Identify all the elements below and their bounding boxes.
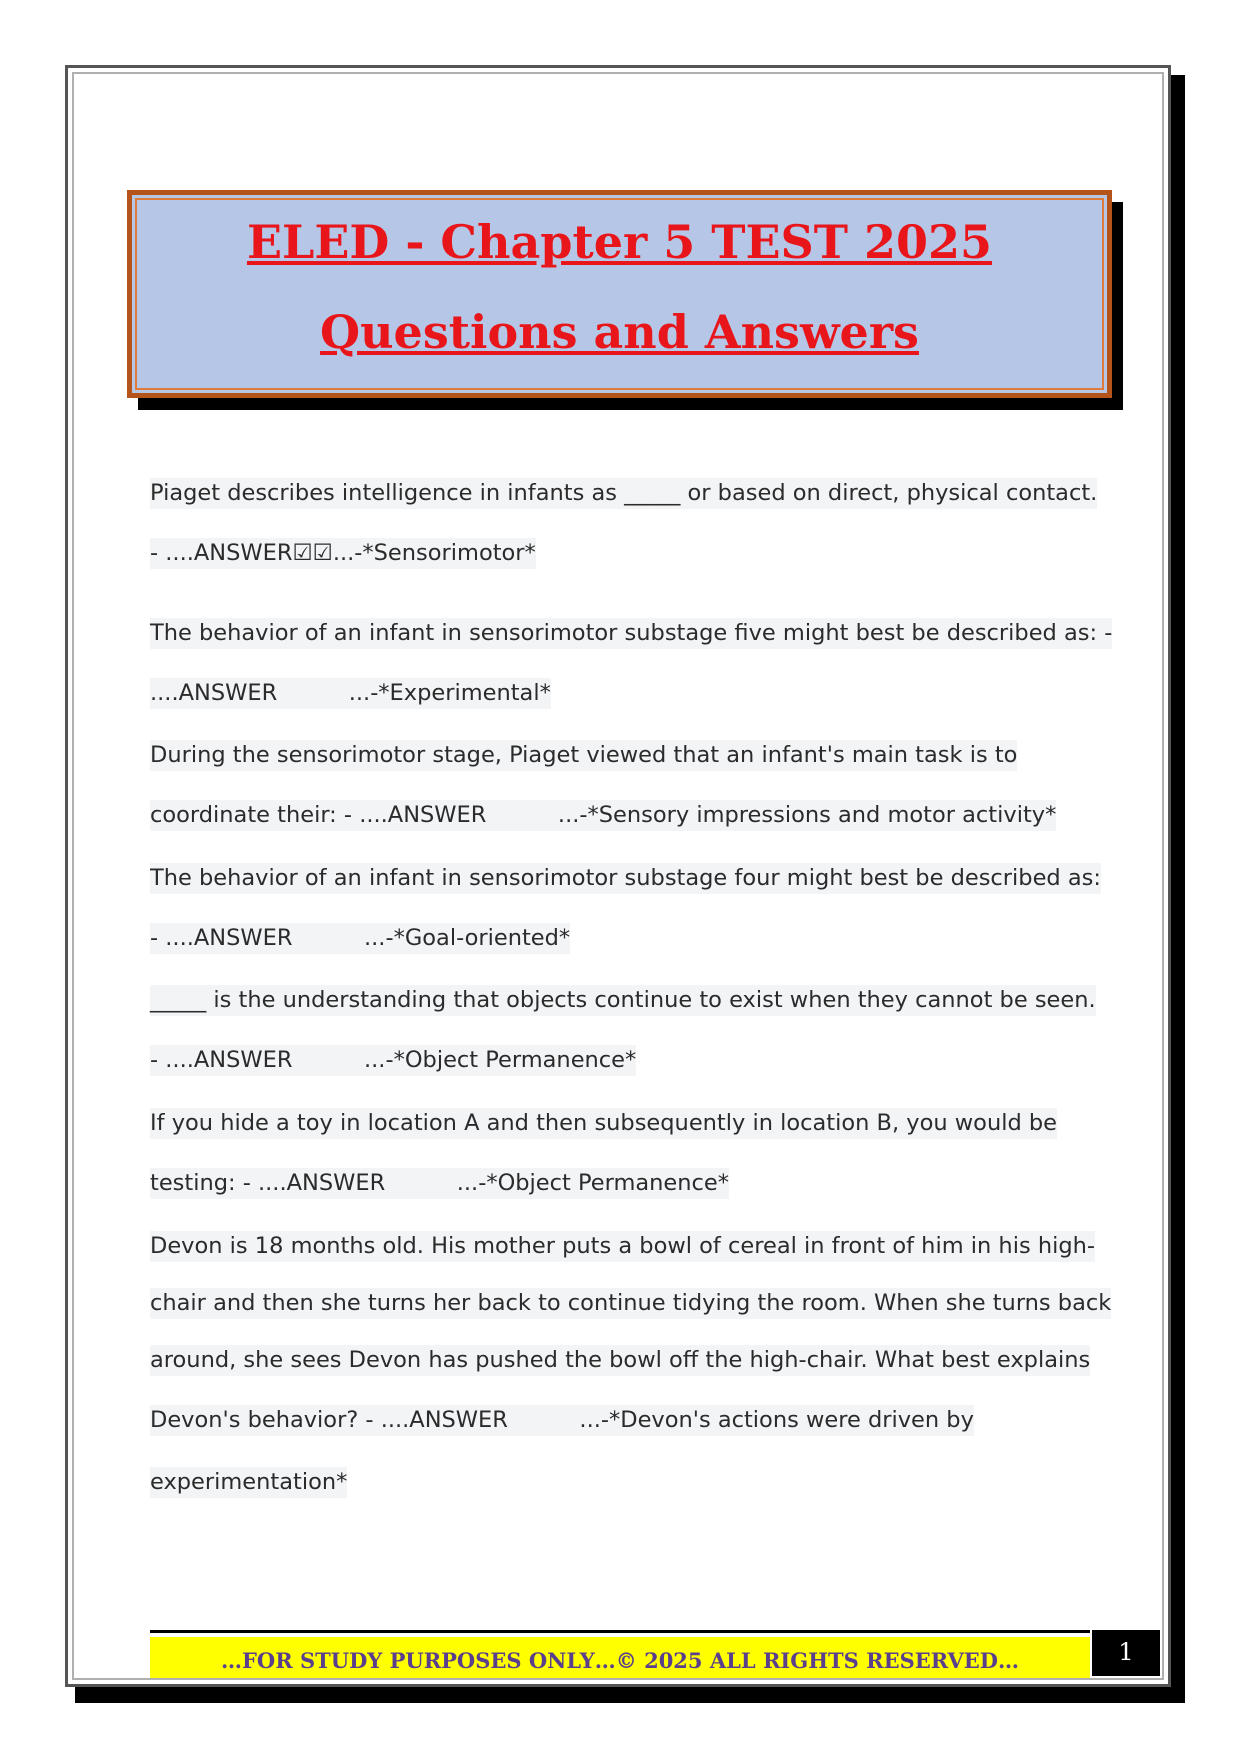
text-line: ....ANSWER ...-*Experimental* bbox=[150, 678, 551, 709]
title-box bbox=[127, 190, 1112, 398]
text-line: Devon is 18 months old. His mother puts a bowl of cereal in front of him in his high- bbox=[150, 1231, 1095, 1262]
text-line: The behavior of an infant in sensorimotor substage five might best be described as: - bbox=[150, 618, 1112, 649]
text-line: - ....ANSWER ...-*Goal-oriented* bbox=[150, 923, 570, 954]
footer-banner: …FOR STUDY PURPOSES ONLY…© 2025 ALL RIGHTS RESERVED… bbox=[150, 1637, 1090, 1678]
text-line: Piaget describes intelligence in infants as _____ or based on direct, physical contact. bbox=[150, 478, 1097, 509]
page-number: 1 bbox=[1092, 1630, 1160, 1676]
text-line: The behavior of an infant in sensorimotor substage four might best be described as: bbox=[150, 863, 1101, 894]
footer-rule bbox=[150, 1630, 1090, 1633]
text-line: coordinate their: - ....ANSWER ...-*Sensory impressions and motor activity* bbox=[150, 800, 1056, 831]
text-line: - ....ANSWER☑☑...-*Sensorimotor* bbox=[150, 538, 536, 569]
text-line: around, she sees Devon has pushed the bowl off the high-chair. What best explains bbox=[150, 1345, 1090, 1376]
title-line-2: Questions and Answers bbox=[320, 305, 919, 359]
text-line: _____ is the understanding that objects continue to exist when they cannot be seen. bbox=[150, 985, 1096, 1016]
text-line: If you hide a toy in location A and then subsequently in location B, you would be bbox=[150, 1108, 1057, 1139]
text-line: chair and then she turns her back to continue tidying the room. When she turns back bbox=[150, 1288, 1111, 1319]
text-line: Devon's behavior? - ....ANSWER ...-*Devon's actions were driven by bbox=[150, 1405, 974, 1436]
text-line: During the sensorimotor stage, Piaget viewed that an infant's main task is to bbox=[150, 740, 1017, 771]
text-line: - ....ANSWER ...-*Object Permanence* bbox=[150, 1045, 636, 1076]
title-line-1: ELED - Chapter 5 TEST 2025 bbox=[246, 215, 993, 269]
text-line: testing: - ....ANSWER ...-*Object Permanence* bbox=[150, 1168, 729, 1199]
text-line: experimentation* bbox=[150, 1467, 347, 1498]
